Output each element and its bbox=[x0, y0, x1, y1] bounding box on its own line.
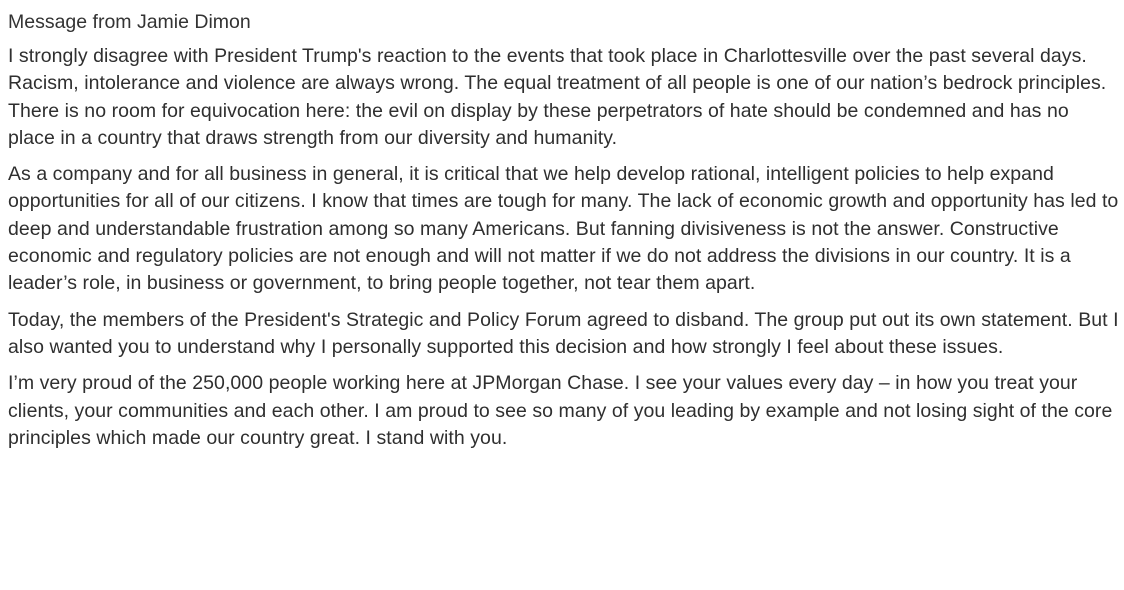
message-document bbox=[8, 9, 1120, 461]
paragraph-1: I strongly disagree with President Trump's reaction to the events that took place in Charlottesville over the past several days. Racism, intolerance and violence are always wrong. The equal treatment of all people is one of our nation’s bedrock principles. There is no room for equivocation here: the evil on display by these perpetrators of hate should be condemned and has no place in a country that draws strength from our diversity and humanity. bbox=[8, 45, 1107, 149]
message-title: Message from Jamie Dimon bbox=[8, 11, 251, 33]
paragraph-4: I’m very proud of the 250,000 people working here at JPMorgan Chase. I see your values every day – in how you treat your clients, your communities and each other. I am proud to see so many of you leading by example and not losing sight of the core principles which made our country great. I stand with you. bbox=[8, 372, 1113, 449]
paragraph-2: As a company and for all business in general, it is critical that we help develop rational, intelligent policies to help expand opportunities for all of our citizens. I know that times are tough for many. The lack of economic growth and opportunity has led to deep and understandable frustration among so many Americans. But fanning divisiveness is not the answer. Constructive economic and regulatory policies are not enough and will not matter if we do not address the divisions in our country. It is a leader’s role, in business or government, to bring people together, not tear them apart. bbox=[8, 163, 1119, 295]
paragraph-3: Today, the members of the President's Strategic and Policy Forum agreed to disband. The group put out its own statement. But I also wanted you to understand why I personally supported this decision and how strongly I feel about these issues. bbox=[8, 308, 1119, 358]
